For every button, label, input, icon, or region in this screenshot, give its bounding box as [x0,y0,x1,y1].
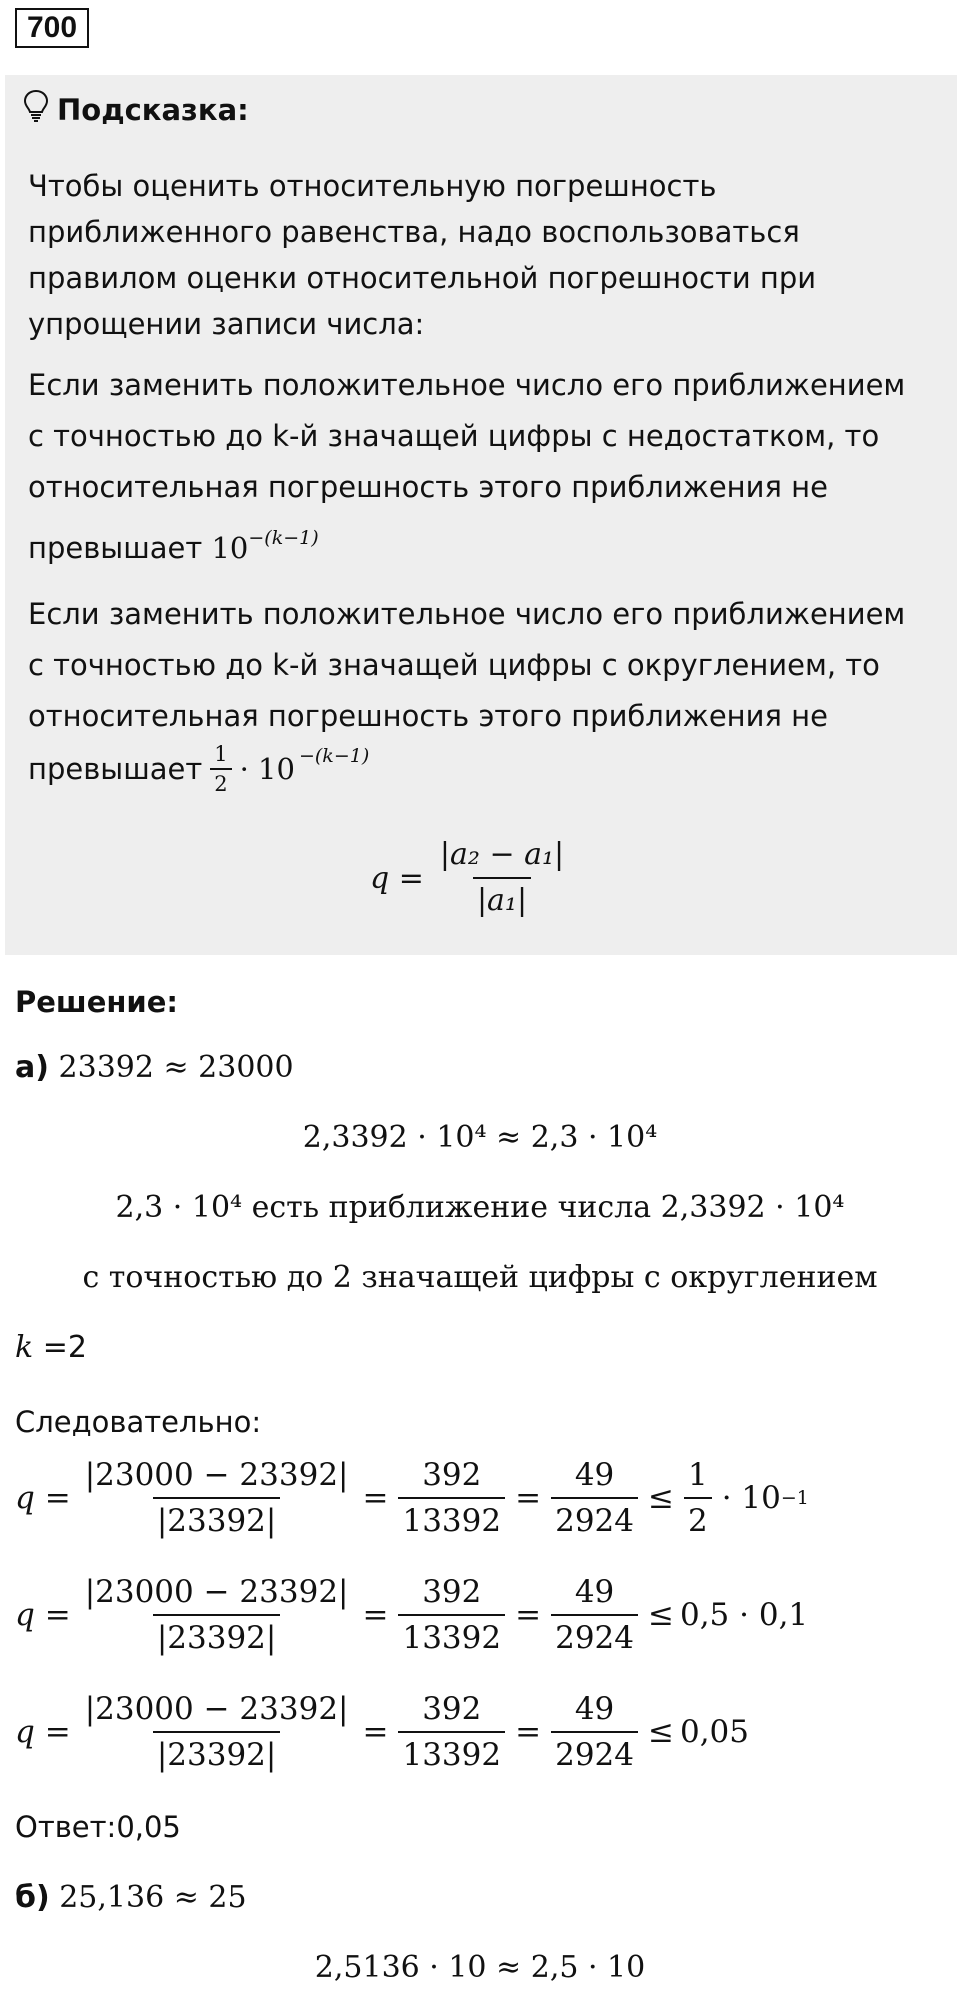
hint-paragraph-2: Если заменить положительное число его приближением с точностью до k-й значащей цифры с недостатком, то относительная погрешность этого приближения не превышает $10^{-(k-1)}$ [28,368,906,565]
equation-row-2: q = $\frac{|23000 - 23392|}{|23392|}$ = $\frac{392}{13392}$ = $\frac{49}{2924}$ ≤ 0,5 · 0,1 [15,1574,809,1656]
precision-line: с точностью до 2 значащей цифры с округлением [82,1260,878,1295]
equation-row-1: q = $\frac{|23000 - 23392|}{|23392|}$ = $\frac{392}{13392}$ = $\frac{49}{2924}$ ≤ $\frac{1}{2}$ · 10 −1 [15,1457,809,1539]
consequently-label: Следовательно: [15,1405,262,1439]
standard-form-line: 2,3392 · 10⁴ ≈ 2,3 · 10⁴ [302,1120,658,1155]
hint-paragraph-1: Чтобы оценить относительную погрешность приближенного равенства, надо воспользоваться правилом оценки относительной погрешности при упрощении записи числа: [28,169,817,341]
problem-number: 700 [15,8,89,48]
hint-box [5,75,957,955]
solution-title: Решение: [15,985,179,1019]
hint-paragraph-3: Если заменить положительное число его приближением с точностью до k-й значащей цифры с округлением, то относительная погрешность этого приближения не превышает $\frac{1}{2}$ · 10 $^{-(k-1)}$ [28,597,906,796]
hint-header [23,89,249,130]
part-b-line: б) 25,136 ≈ 25 [15,1880,247,1915]
hint-title: Подсказка: [57,92,249,127]
equation-row-3: q = $\frac{|23000 - 23392|}{|23392|}$ = $\frac{392}{13392}$ = $\frac{49}{2924}$ ≤ 0,05 [15,1691,750,1773]
part-b-standard-form-line: 2,5136 · 10 ≈ 2,5 · 10 [314,1950,646,1985]
part-a-line: а) 23392 ≈ 23000 [15,1050,294,1085]
relative-error-formula: q = $\frac{\text{|a₂ − a₁|}}{\text{|a₁|}}$ [370,835,572,921]
k-value-line: k =2 [15,1330,87,1365]
lightbulb-icon [23,89,49,130]
approximation-line: 2,3 · 10⁴ есть приближение числа 2,3392 · 10⁴ [115,1190,845,1225]
answer-line: Ответ:0,05 [15,1810,181,1844]
half-fraction: $\frac{1}{2}$ [210,742,231,796]
